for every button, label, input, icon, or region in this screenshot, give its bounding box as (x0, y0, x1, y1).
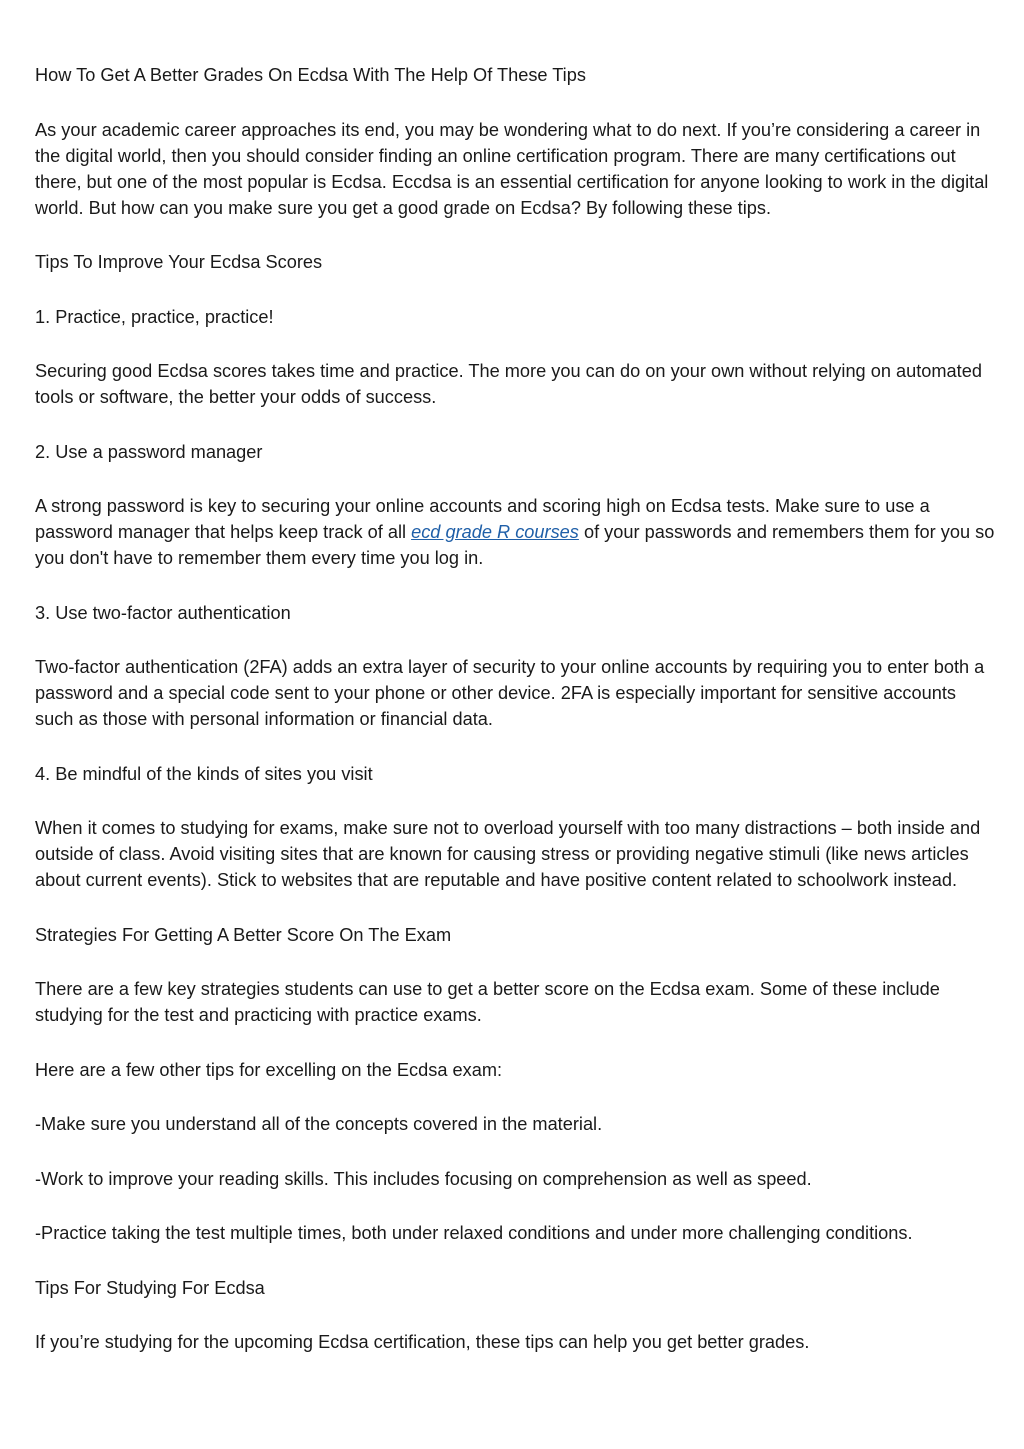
tip-4-heading: 4. Be mindful of the kinds of sites you visit (35, 763, 373, 784)
other-tip-item: -Work to improve your reading skills. This includes focusing on comprehension as well as speed. (35, 1168, 812, 1189)
tip-2-body-after-link: of your passwords and remembers them for you so you don't have to remember them every time you log in. (35, 522, 995, 568)
document-body (35, 62, 995, 1384)
tip-1-heading: 1. Practice, practice, practice! (35, 306, 274, 327)
tip-2-body-before-link: A strong password is key to securing your online accounts and scoring high on Ecdsa tests. Make sure to use a password manager that helps keep track of all (35, 496, 930, 542)
ecd-grade-r-courses-link[interactable]: ecd grade R courses (411, 522, 579, 542)
section-heading-strategies: Strategies For Getting A Better Score On The Exam (35, 924, 452, 945)
tip-3-heading: 3. Use two-factor authentication (35, 602, 291, 623)
other-tip-item: -Make sure you understand all of the concepts covered in the material. (35, 1114, 603, 1134)
other-tip-item: -Practice taking the test multiple times, both under relaxed conditions and under more challenging conditions. (35, 1223, 913, 1243)
strategies-paragraph: There are a few key strategies students can use to get a better score on the Ecdsa exam. Some of these include studying for the test and practicing with practice exams. (35, 979, 940, 1025)
tip-2-body (35, 493, 995, 571)
tip-1-body: Securing good Ecdsa scores takes time and practice. The more you can do on your own without relying on automated tools or software, the better your odds of success. (35, 361, 982, 407)
document-title: How To Get A Better Grades On Ecdsa With The Help Of These Tips (35, 65, 586, 85)
section-heading-improve-scores: Tips To Improve Your Ecdsa Scores (35, 252, 323, 272)
tip-4-body: When it comes to studying for exams, make sure not to overload yourself with too many distractions – both inside and outside of class. Avoid visiting sites that are known for causing stress or providing negative stimuli (like news articles about current events). Stick to websites that are reputable and have positive content related to schoolwork instead. (35, 818, 981, 890)
other-tips-intro: Here are a few other tips for excelling on the Ecdsa exam: (35, 1059, 503, 1080)
section-heading-studying: Tips For Studying For Ecdsa (35, 1277, 265, 1298)
tip-3-body: Two-factor authentication (2FA) adds an extra layer of security to your online accounts by requiring you to enter both a password and a special code sent to your phone or other device. 2FA is especially important for sensitive accounts such as those with personal information or financial data. (35, 657, 985, 729)
intro-paragraph: As your academic career approaches its end, you may be wondering what to do next. If you’re considering a career in the digital world, then you should consider finding an online certification program. There are many certifications out there, but one of the most popular is Ecdsa. Eccdsa is an essential certification for anyone looking to work in the digital world. But how can you make sure you get a good grade on Ecdsa? By following these tips. (35, 119, 989, 218)
studying-paragraph: If you’re studying for the upcoming Ecdsa certification, these tips can help you get better grades. (35, 1332, 810, 1352)
tip-2-heading: 2. Use a password manager (35, 441, 263, 462)
